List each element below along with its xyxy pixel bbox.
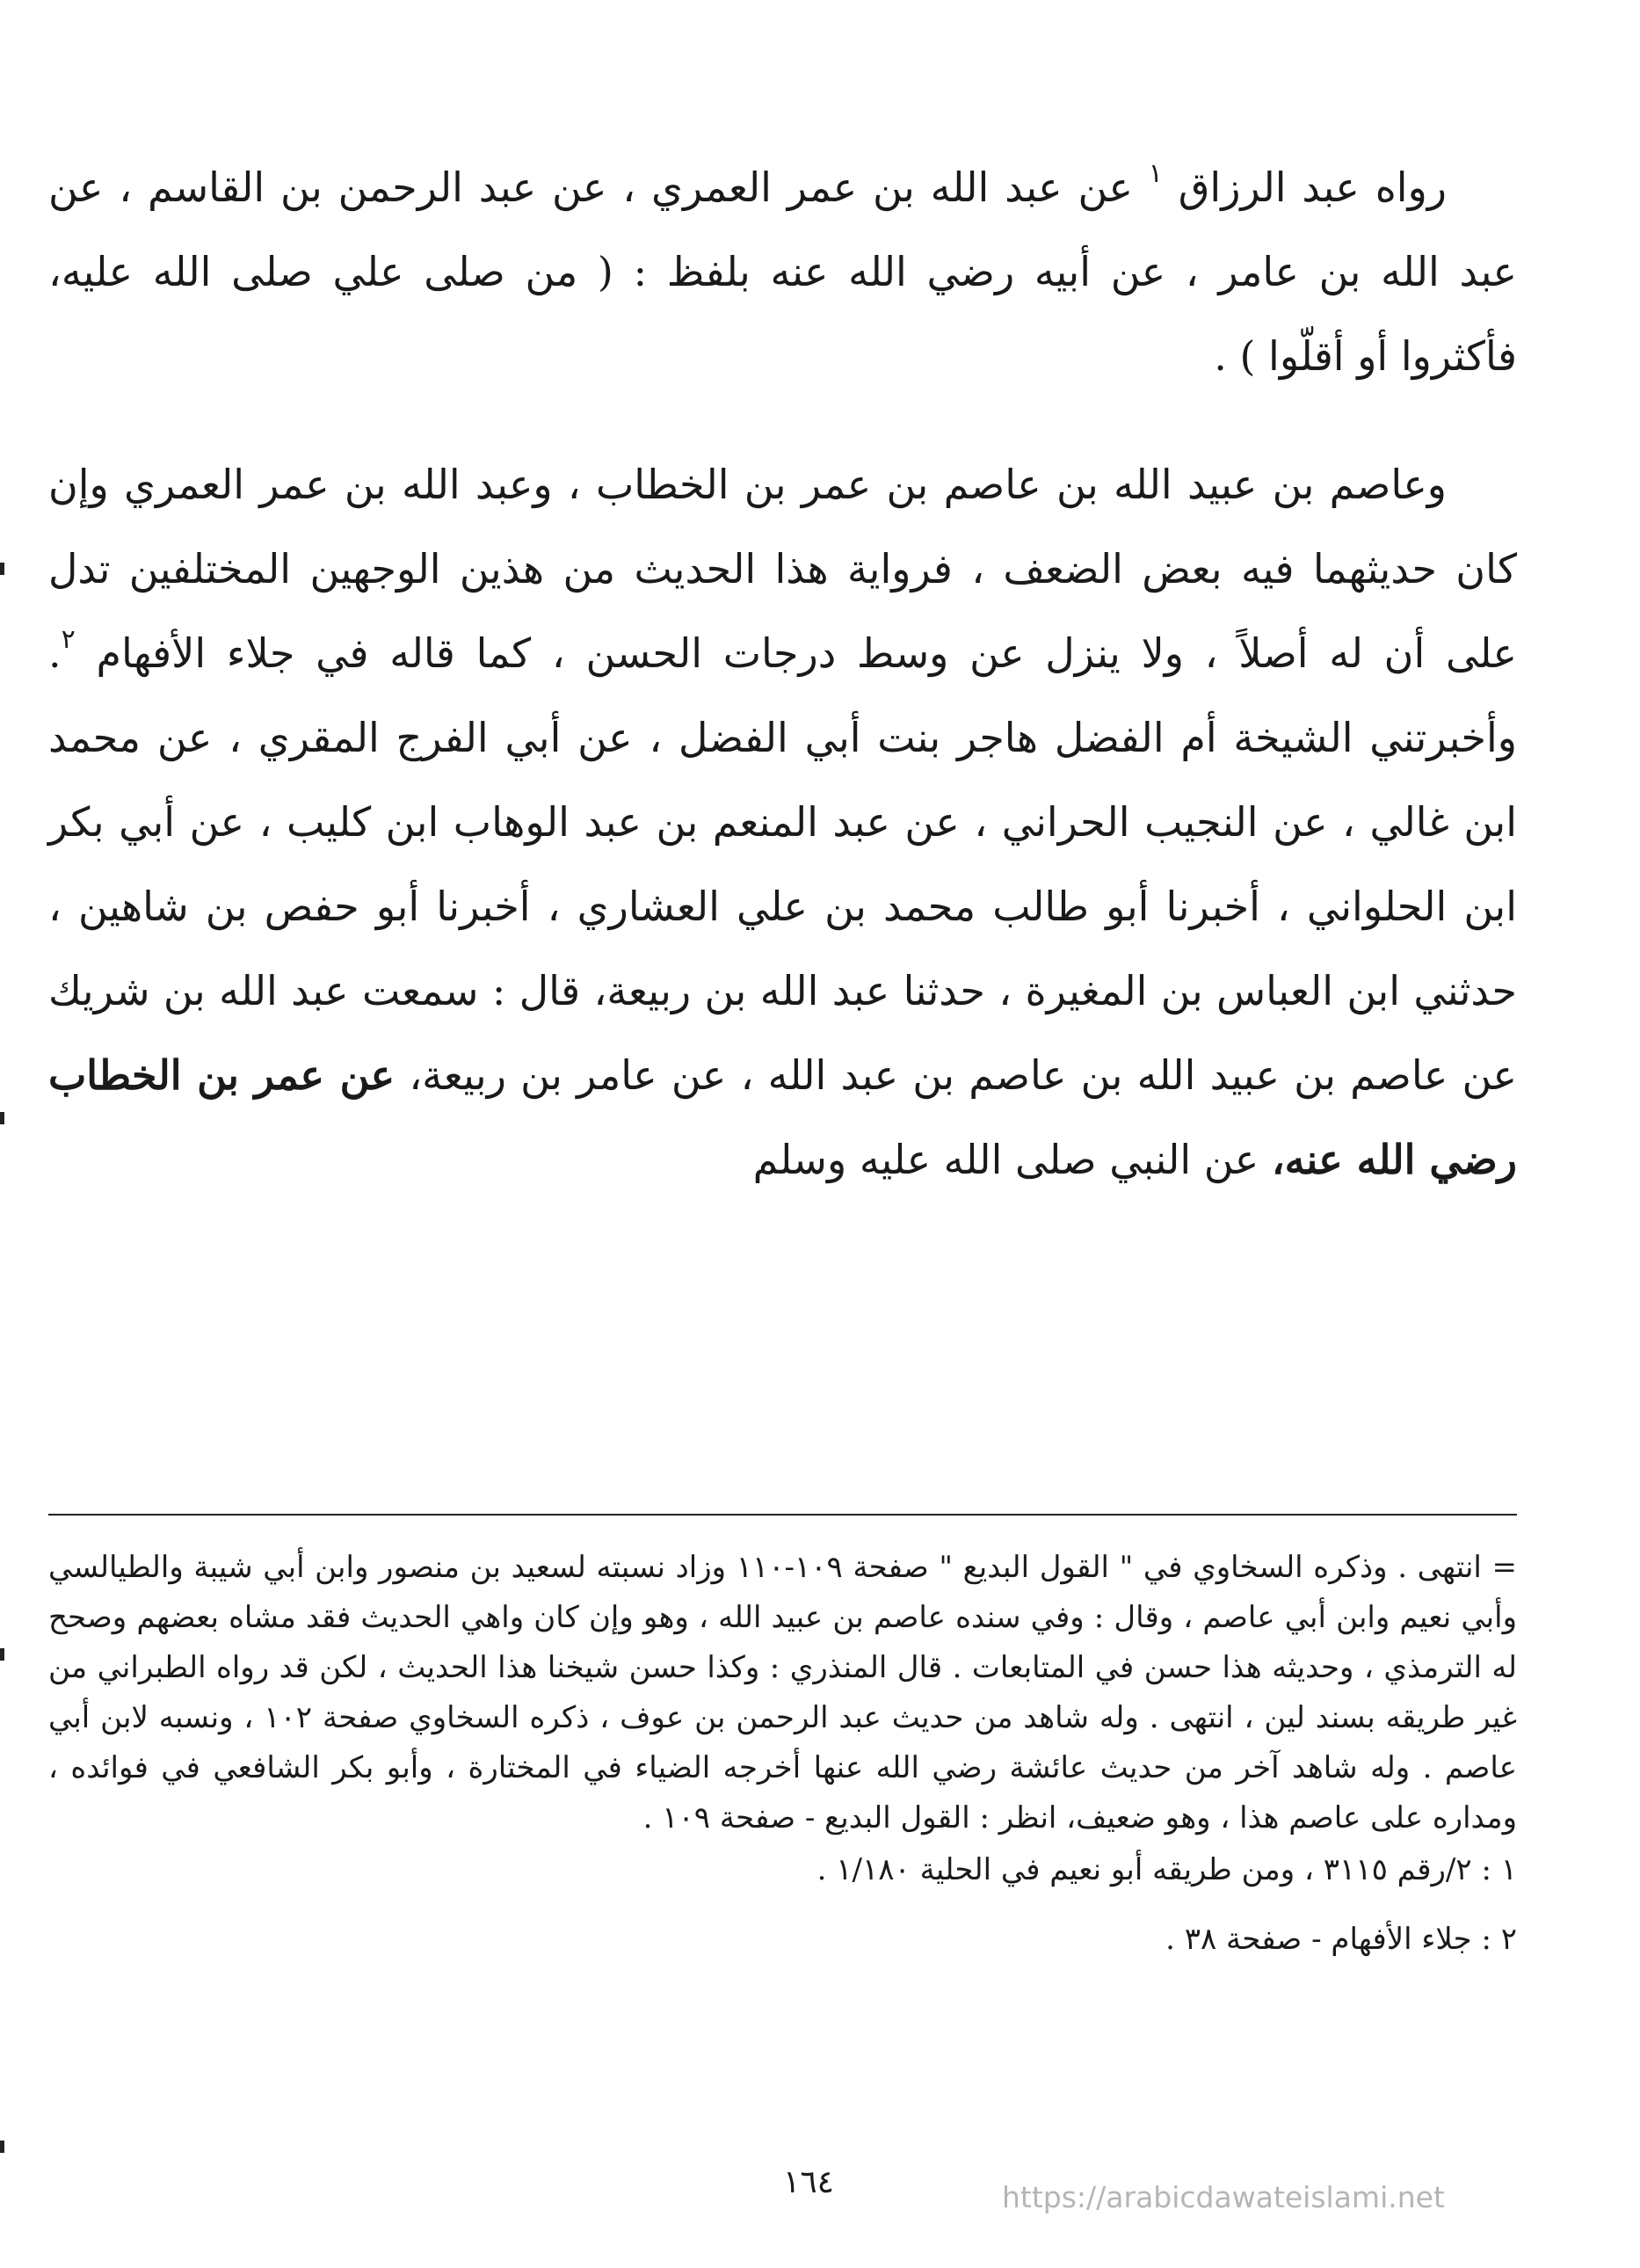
paragraph-2 (48, 442, 1517, 1202)
scan-margin-mark (0, 2141, 4, 2153)
scan-margin-mark (0, 563, 4, 575)
page-number: ١٦٤ (782, 2164, 834, 2200)
footnote-ref-1[interactable]: ١ (1148, 158, 1163, 189)
scan-margin-mark (0, 1648, 4, 1661)
paragraph-1-text-cont: عن عبد الله بن عمر العمري ، عن عبد الرحمن بن القاسم ، عن عبد الله بن عامر ، عن أبيه رضي الله عنه بلفظ : ( من صلى علي صلى الله عليه، فأكثروا أو أقلّوا ) . (48, 164, 1517, 380)
paragraph-1-text: رواه عبد الرزاق (1178, 164, 1448, 211)
footnote-divider (48, 1514, 1517, 1516)
paragraph-2-text-cont: . وأخبرتني الشيخة أم الفضل هاجر بنت أبي الفضل ، عن أبي الفرج المقري ، عن محمد ابن غالي ، عن النجيب الحراني ، عن عبد المنعم بن عبد الوهاب ابن كليب ، عن أبي بكر ابن الحلواني ، أخبرنا أبو طالب محمد بن علي العشاري ، أخبرنا أبو حفص بن شاهين ، حدثني ابن العباس بن المغيرة ، حدثنا عبد الله بن ربيعة، قال : سمعت عبد الله بن شريك عن عاصم بن عبيد الله بن عاصم بن عبد الله ، عن عامر بن ربيعة، (48, 629, 1518, 1099)
footnote-2: ٢ : جلاء الأفهام - صفحة ٣٨ . (1165, 1922, 1517, 1957)
paragraph-2-text: وعاصم بن عبيد الله بن عاصم بن عمر بن الخطاب ، وعبد الله بن عمر العمري وإن كان حديثهما فيه بعض الضعف ، فرواية هذا الحديث من هذين الوجهين المختلفين تدل على أن له أصلاً ، ولا ينزل عن وسط درجات الحسن ، كما قاله في جلاء الأفهام (48, 461, 1518, 677)
watermark-url: https://arabicdawateislami.net (1002, 2180, 1445, 2214)
paragraph-2-end: عن النبي صلى الله عليه وسلم (752, 1136, 1259, 1183)
footnote-continuation: = انتهى . وذكره السخاوي في " القول البديع " صفحة ١٠٩-١١٠ وزاد نسبته لسعيد بن منصور وابن أبي شيبة والطيالسي وأبي نعيم وابن أبي عاصم ، وقال : وفي سنده عاصم بن عبيد الله ، وهو وإن كان واهي الحديث فقد مشاه بعضهم وصحح له الترمذي ، وحديثه هذا حسن في المتابعات . قال المنذري : وكذا حسن شيخنا هذا الحديث ، لكن قد رواه الطبراني من غير طريقه بسند لين ، انتهى . وله شاهد من حديث عبد الرحمن بن عوف ، ذكره السخاوي صفحة ١٠٢ ، ونسبه لابن أبي عاصم . وله شاهد آخر من حديث عائشة رضي الله عنها أخرجه الضياء في المختارة ، وأبو بكر الشافعي في فوائده ، ومداره على عاصم هذا ، وهو ضعيف، انظر : القول البديع - صفحة ١٠٩ . (48, 1550, 1517, 1835)
scan-margin-mark (0, 1112, 4, 1124)
footnote-ref-2[interactable]: ٢ (61, 624, 76, 655)
footnote-1: ١ : ٢/رقم ٣١١٥ ، ومن طريقه أبو نعيم في الحلية ١/١٨٠ . (816, 1852, 1517, 1887)
main-text (48, 145, 1517, 1202)
paragraph-1 (48, 145, 1517, 398)
bold-phrase: عن عمر بن الخطاب رضي الله عنه، (48, 1051, 1517, 1183)
footnotes (48, 1543, 1517, 1965)
